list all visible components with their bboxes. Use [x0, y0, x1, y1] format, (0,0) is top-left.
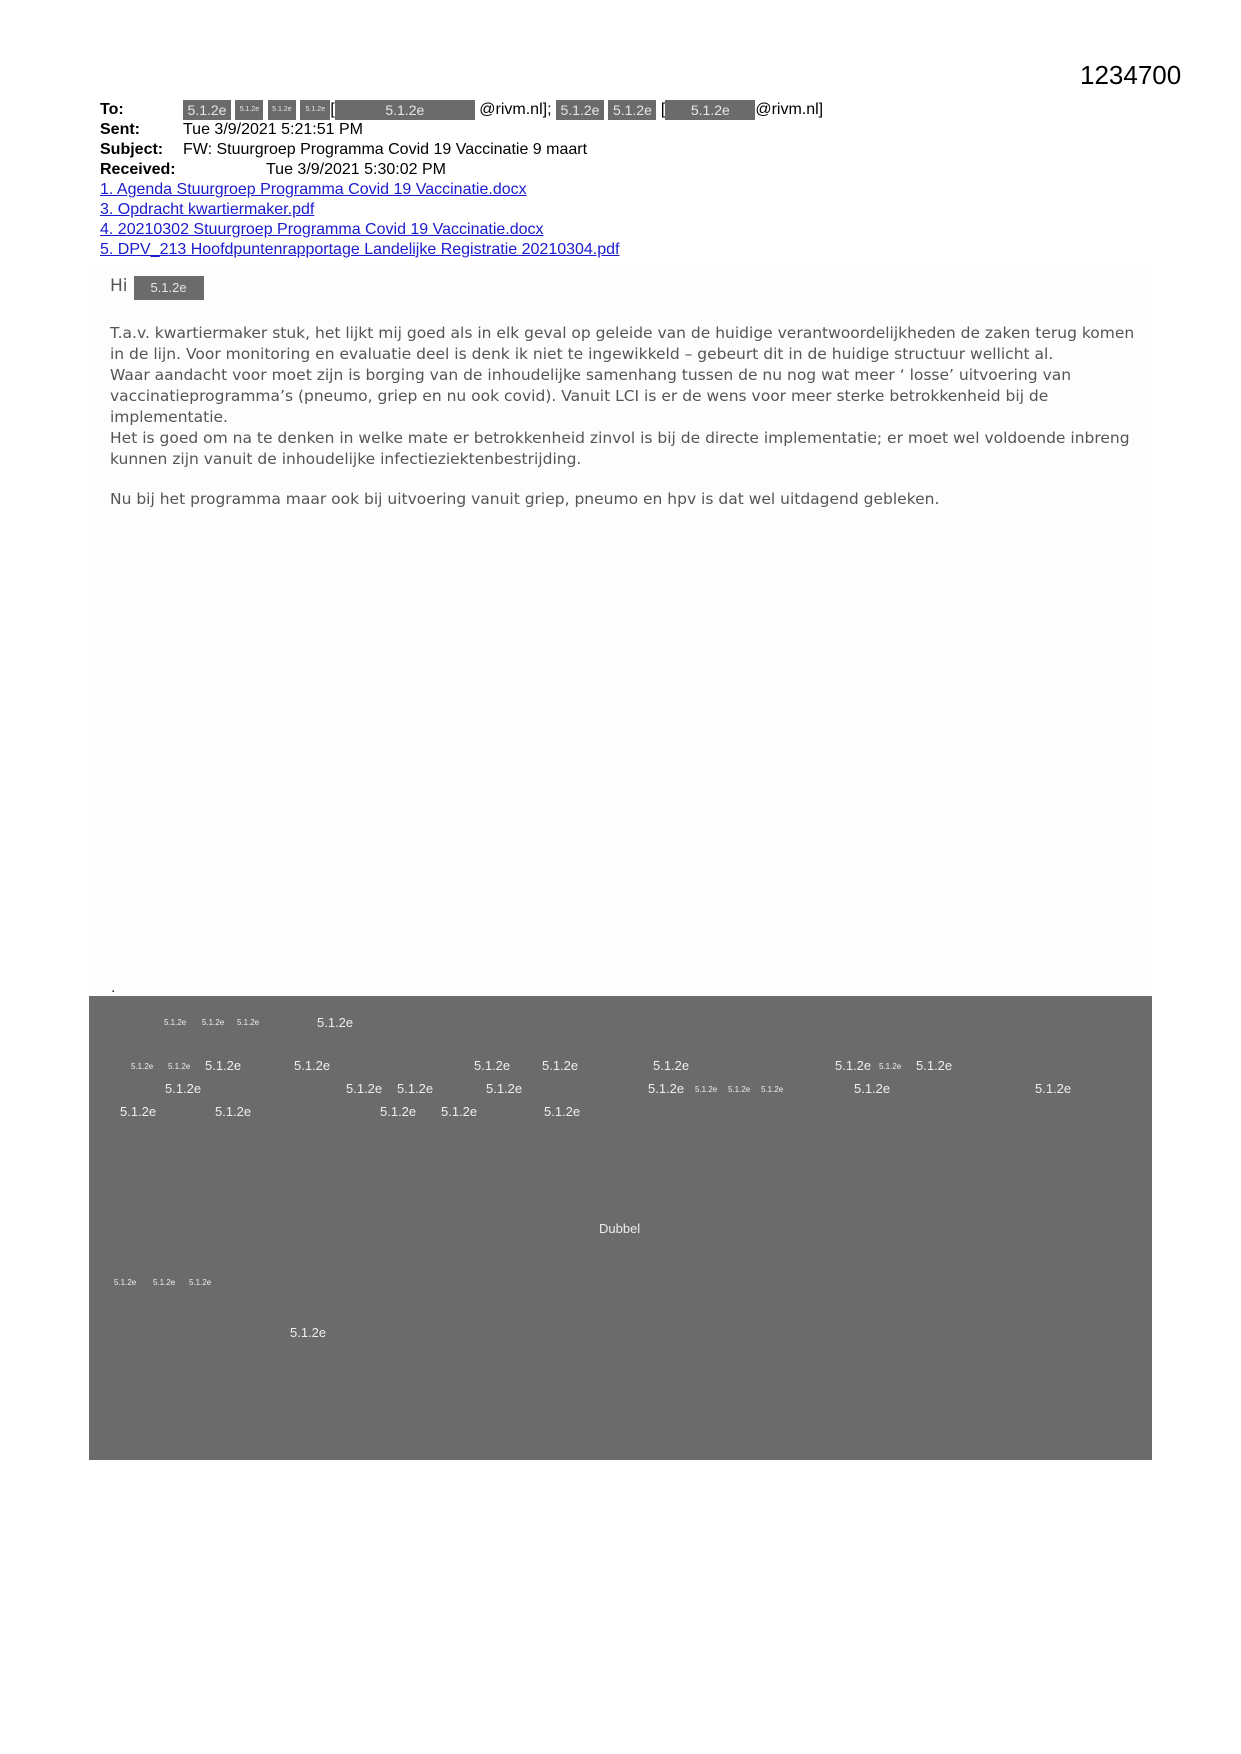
redaction-code: 5.1.2e [486, 1081, 523, 1096]
redaction-box: 5.1.2e [268, 100, 296, 120]
greeting [110, 276, 204, 300]
attachment-list [100, 180, 620, 260]
message-text [110, 323, 1140, 510]
redaction-code: 5.1.2e [544, 1104, 581, 1119]
email-domain: @rivm.nl]; [479, 101, 552, 118]
redaction-code: 5.1.2e [854, 1081, 891, 1096]
redaction-box: 5.1.2e [335, 100, 475, 120]
redaction-code: 5.1.2e [916, 1058, 953, 1073]
document-number: 1234700 [1080, 60, 1182, 90]
to-value [183, 100, 823, 120]
redaction-box: 5.1.2e [235, 100, 263, 120]
redaction-code: 5.1.2e [761, 1085, 784, 1094]
greeting-text: Hi [110, 276, 128, 296]
redaction-code: 5.1.2e [835, 1058, 872, 1073]
to-label: To: [100, 101, 124, 118]
email-domain: @rivm.nl] [755, 101, 824, 118]
redaction-code: 5.1.2e [114, 1278, 137, 1287]
trailing-mark: . [111, 979, 116, 996]
bracket: [ [330, 101, 335, 118]
redaction-code: 5.1.2e [237, 1018, 260, 1027]
paragraph: Waar aandacht voor moet zijn is borging van de inhoudelijke samenhang tussen de nu nog wat meer ‘ losse’ uitvoering van vaccinatieprogramma’s (pneumo, griep en nu ook covid). Vanuit LCI is er de wens voor meer sterke betrokkenheid bij de implementatie. [110, 366, 1072, 426]
redaction-box: 5.1.2e [183, 100, 231, 120]
redaction-code: 5.1.2e [542, 1058, 579, 1073]
redaction-code: 5.1.2e [695, 1085, 718, 1094]
received-value: Tue 3/9/2021 5:30:02 PM [266, 161, 446, 178]
redaction-code: 5.1.2e [165, 1081, 202, 1096]
redaction-code: 5.1.2e [168, 1062, 191, 1071]
redaction-code: 5.1.2e [397, 1081, 434, 1096]
subject-value: FW: Stuurgroep Programma Covid 19 Vaccinatie 9 maart [183, 141, 588, 158]
subject-label: Subject: [100, 141, 164, 158]
redaction-code: 5.1.2e [131, 1062, 154, 1071]
redaction-code: 5.1.2e [317, 1015, 354, 1030]
bracket: [ [660, 101, 666, 118]
redaction-box: 5.1.2e [556, 100, 604, 120]
sent-value: Tue 3/9/2021 5:21:51 PM [183, 121, 363, 138]
redaction-code: 5.1.2e [380, 1104, 417, 1119]
redaction-code: 5.1.2e [290, 1325, 327, 1340]
redaction-code: 5.1.2e [879, 1062, 902, 1071]
redaction-code: 5.1.2e [215, 1104, 252, 1119]
paragraph: Nu bij het programma maar ook bij uitvoering vanuit griep, pneumo en hpv is dat wel uitdagend gebleken. [110, 490, 940, 508]
attachment-link[interactable]: 5. DPV_213 Hoofdpuntenrapportage Landelijke Registratie 20210304.pdf [100, 241, 620, 258]
redaction-code: 5.1.2e [346, 1081, 383, 1096]
redaction-code: 5.1.2e [441, 1104, 478, 1119]
redaction-code: 5.1.2e [648, 1081, 685, 1096]
redaction-box: 5.1.2e [665, 100, 755, 120]
redaction-code: 5.1.2e [1035, 1081, 1072, 1096]
attachment-link[interactable]: 3. Opdracht kwartiermaker.pdf [100, 201, 315, 218]
sent-label: Sent: [100, 121, 140, 138]
received-label: Received: [100, 161, 176, 178]
redaction-box: 5.1.2e [608, 100, 656, 120]
paragraph: T.a.v. kwartiermaker stuk, het lijkt mij goed als in elk geval op geleide van de huidige verantwoordelijkheden de zaken terug komen in de lijn. Voor monitoring en evaluatie deel is denk ik niet te ingewikkeld – gebeurt dit in de huidige structuur wellicht al. [110, 324, 1135, 363]
redaction-code: 5.1.2e [728, 1085, 751, 1094]
redaction-code: 5.1.2e [189, 1278, 212, 1287]
attachment-link[interactable]: 1. Agenda Stuurgroep Programma Covid 19 Vaccinatie.docx [100, 181, 527, 198]
redaction-code: 5.1.2e [653, 1058, 690, 1073]
redaction-code: 5.1.2e [202, 1018, 225, 1027]
redaction-code: 5.1.2e [120, 1104, 157, 1119]
paragraph: Het is goed om na te denken in welke mate er betrokkenheid zinvol is bij de directe implementatie; er moet wel voldoende inbreng kunnen zijn vanuit de inhoudelijke infectieziektenbestrijding. [110, 429, 1130, 468]
redaction-code: 5.1.2e [164, 1018, 187, 1027]
redaction-reason: Dubbel [599, 1221, 641, 1236]
message-body [89, 266, 1152, 996]
redaction-code: 5.1.2e [474, 1058, 511, 1073]
redaction-code: 5.1.2e [294, 1058, 331, 1073]
redaction-box: 5.1.2e [300, 100, 330, 120]
redacted-block [89, 996, 1152, 1460]
attachment-link[interactable]: 4. 20210302 Stuurgroep Programma Covid 19 Vaccinatie.docx [100, 221, 544, 238]
redaction-box: 5.1.2e [134, 276, 204, 300]
redaction-code: 5.1.2e [205, 1058, 242, 1073]
redaction-code: 5.1.2e [153, 1278, 176, 1287]
